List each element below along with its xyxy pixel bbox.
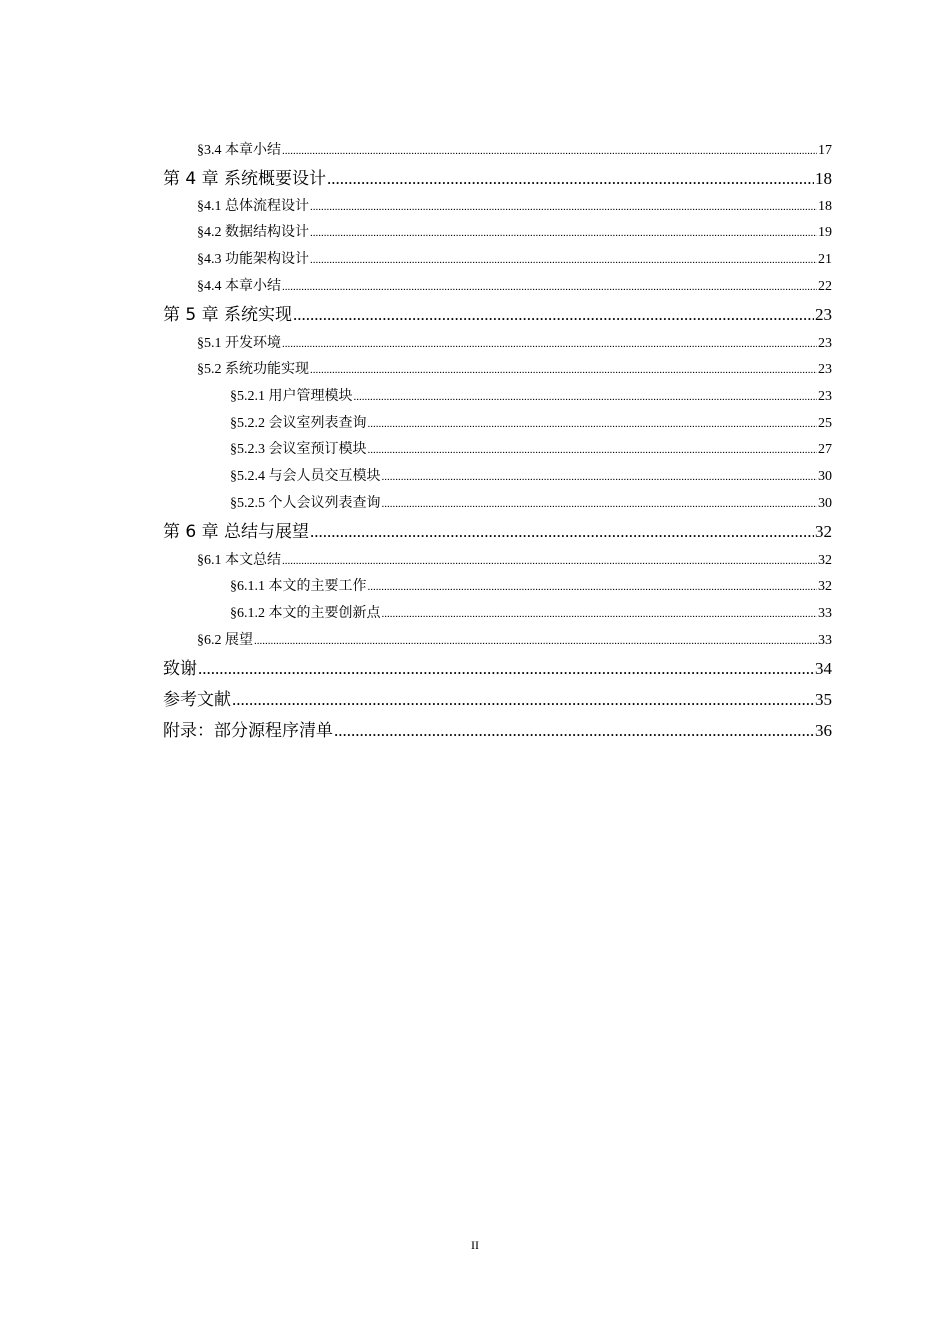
toc-entry-page: 21 bbox=[818, 252, 832, 267]
toc-leader-dots bbox=[232, 690, 814, 710]
toc-entry-page: 23 bbox=[815, 305, 832, 324]
toc-entry-title: 附录：部分源程序清单 bbox=[163, 721, 333, 741]
toc-leader-dots bbox=[310, 201, 817, 213]
toc-entry-page: 22 bbox=[818, 279, 832, 294]
toc-entry-6-1-1[interactable] bbox=[230, 575, 832, 595]
toc-entry-title: 第 4 章 系统概要设计 bbox=[163, 169, 327, 189]
toc-entry-title: §5.2.1 用户管理模块 bbox=[230, 389, 353, 404]
toc-entry-page: 23 bbox=[818, 389, 832, 404]
toc-entry-page: 32 bbox=[818, 579, 832, 594]
toc-leader-dots bbox=[327, 169, 814, 189]
toc-entry-references[interactable] bbox=[163, 685, 832, 710]
toc-entry-5-1[interactable] bbox=[197, 332, 832, 352]
toc-entry-title: §5.1 开发环境 bbox=[197, 336, 281, 351]
toc-entry-title: §6.2 展望 bbox=[197, 633, 253, 648]
toc-entry-page: 18 bbox=[815, 169, 832, 188]
toc-leader-dots bbox=[334, 721, 814, 741]
toc-entry-appendix[interactable] bbox=[163, 716, 832, 741]
toc-leader-dots bbox=[310, 227, 817, 239]
toc-entry-page: 27 bbox=[818, 442, 832, 457]
toc-leader-dots bbox=[282, 145, 817, 157]
toc-entry-page: 36 bbox=[815, 721, 832, 740]
toc-entry-5-2-4[interactable] bbox=[230, 465, 832, 485]
toc-entry-page: 23 bbox=[818, 336, 832, 351]
toc-leader-dots bbox=[368, 581, 818, 593]
toc-entry-page: 35 bbox=[815, 690, 832, 709]
toc-entry-title: §4.1 总体流程设计 bbox=[197, 199, 309, 214]
toc-leader-dots bbox=[282, 338, 817, 350]
toc-entry-page: 32 bbox=[818, 553, 832, 568]
toc-entry-page: 34 bbox=[815, 659, 832, 678]
toc-entry-title: 第 5 章 系统实现 bbox=[163, 305, 293, 325]
toc-entry-acknowledgements[interactable] bbox=[163, 654, 832, 679]
toc-entry-4-2[interactable] bbox=[197, 221, 832, 241]
toc-entry-title: §5.2.4 与会人员交互模块 bbox=[230, 469, 381, 484]
toc-entry-page: 33 bbox=[818, 633, 832, 648]
toc-leader-dots bbox=[282, 281, 817, 293]
toc-entry-chapter-5[interactable] bbox=[163, 300, 832, 325]
toc-leader-dots bbox=[310, 522, 814, 542]
toc-entry-6-1-2[interactable] bbox=[230, 602, 832, 622]
toc-entry-page: 33 bbox=[818, 606, 832, 621]
toc-entry-page: 19 bbox=[818, 225, 832, 240]
toc-leader-dots bbox=[198, 659, 814, 679]
toc-entry-page: 25 bbox=[818, 416, 832, 431]
toc-entry-title: §3.4 本章小结 bbox=[197, 143, 281, 158]
toc-entry-title: §5.2.2 会议室列表查询 bbox=[230, 416, 367, 431]
toc-entry-page: 18 bbox=[818, 199, 832, 214]
toc-entry-5-2[interactable] bbox=[197, 358, 832, 378]
toc-entry-5-2-5[interactable] bbox=[230, 492, 832, 512]
toc-entry-title: §5.2 系统功能实现 bbox=[197, 362, 309, 377]
toc-entry-4-3[interactable] bbox=[197, 248, 832, 268]
toc-entry-title: 参考文献 bbox=[163, 690, 231, 710]
toc-leader-dots bbox=[382, 498, 818, 510]
toc-leader-dots bbox=[254, 635, 817, 647]
toc-leader-dots bbox=[354, 391, 818, 403]
toc-entry-title: §5.2.5 个人会议列表查询 bbox=[230, 496, 381, 511]
toc-entry-page: 17 bbox=[818, 143, 832, 158]
toc-entry-title: §6.1 本文总结 bbox=[197, 553, 281, 568]
toc-leader-dots bbox=[382, 471, 818, 483]
toc-leader-dots bbox=[368, 418, 818, 430]
toc-leader-dots bbox=[310, 364, 817, 376]
toc-entry-chapter-4[interactable] bbox=[163, 164, 832, 189]
toc-entry-title: §6.1.2 本文的主要创新点 bbox=[230, 606, 381, 621]
toc-entry-4-1[interactable] bbox=[197, 195, 832, 215]
toc-entry-title: §5.2.3 会议室预订模块 bbox=[230, 442, 367, 457]
toc-leader-dots bbox=[282, 555, 817, 567]
toc-entry-title: §4.2 数据结构设计 bbox=[197, 225, 309, 240]
toc-entry-6-1[interactable] bbox=[197, 549, 832, 569]
toc-leader-dots bbox=[310, 254, 817, 266]
toc-entry-page: 30 bbox=[818, 469, 832, 484]
toc-entry-5-2-1[interactable] bbox=[230, 385, 832, 405]
toc-entry-4-4[interactable] bbox=[197, 275, 832, 295]
toc-leader-dots bbox=[293, 305, 814, 325]
toc-leader-dots bbox=[382, 608, 818, 620]
toc-entry-title: §6.1.1 本文的主要工作 bbox=[230, 579, 367, 594]
toc-entry-6-2[interactable] bbox=[197, 629, 832, 649]
toc-entry-page: 30 bbox=[818, 496, 832, 511]
toc-entry-title: 第 6 章 总结与展望 bbox=[163, 522, 310, 542]
toc-entry-5-2-2[interactable] bbox=[230, 412, 832, 432]
toc-entry-title: §4.4 本章小结 bbox=[197, 279, 281, 294]
toc-entry-chapter-6[interactable] bbox=[163, 517, 832, 542]
toc-leader-dots bbox=[368, 444, 818, 456]
toc-entry-5-2-3[interactable] bbox=[230, 438, 832, 458]
toc-entry-title: §4.3 功能架构设计 bbox=[197, 252, 309, 267]
toc-entry-page: 32 bbox=[815, 522, 832, 541]
toc-entry-page: 23 bbox=[818, 362, 832, 377]
toc-entry-title: 致谢 bbox=[163, 659, 197, 679]
toc-entry-3-4[interactable] bbox=[197, 139, 832, 159]
page-number-footer: II bbox=[471, 1238, 479, 1252]
